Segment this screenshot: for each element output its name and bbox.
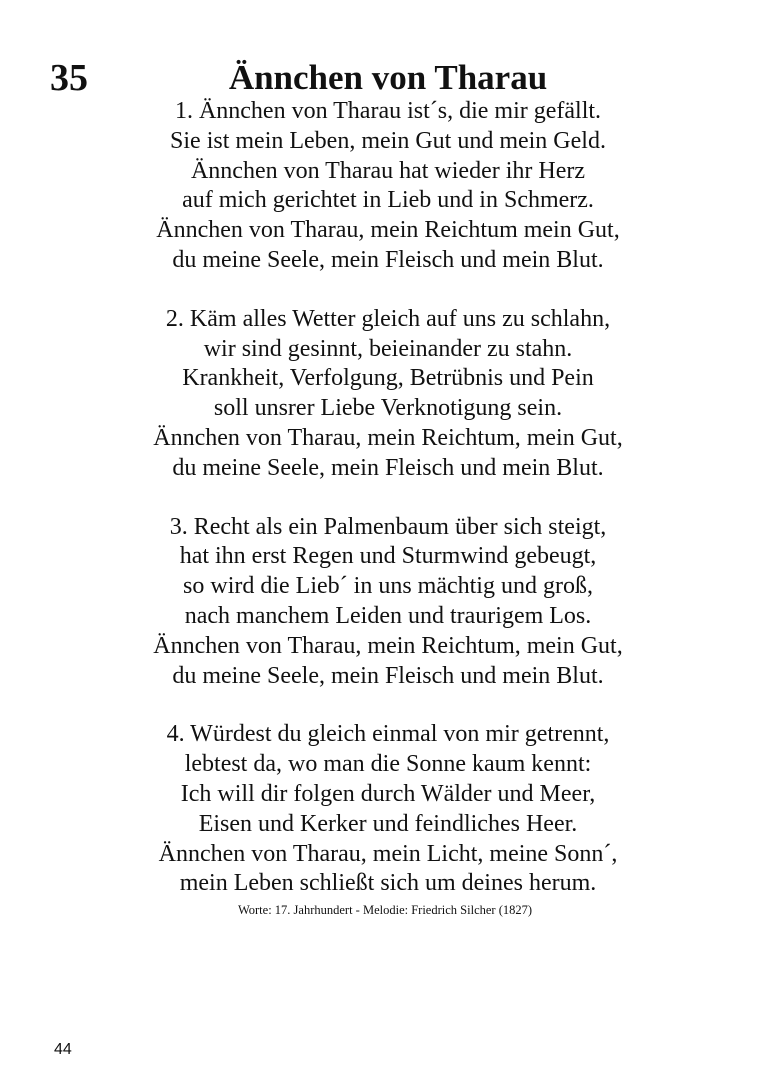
verse-line: 4. Würdest du gleich einmal von mir getrennt, (166, 721, 610, 748)
song-number: 35 (50, 57, 88, 99)
verse-line: 3. Recht als ein Palmenbaum über sich steigt, (169, 513, 607, 540)
verse-2 (10, 305, 766, 484)
verse-line: hat ihn erst Regen und Sturmwind gebeugt, (179, 543, 597, 570)
verse-line: Eisen und Kerker und feindliches Heer. (198, 810, 578, 837)
verse-line: du meine Seele, mein Fleisch und mein Blut. (172, 454, 604, 481)
verse-line: nach manchem Leiden und traurigem Los. (184, 602, 592, 629)
verse-line: Ännchen von Tharau, mein Reichtum mein Gut, (156, 217, 620, 244)
verse-line: so wird die Lieb´ in uns mächtig und groß, (183, 573, 593, 600)
verse-line: Ännchen von Tharau, mein Reichtum, mein Gut, (153, 632, 623, 659)
verse-line: du meine Seele, mein Fleisch und mein Blut. (172, 246, 604, 273)
verse-line: Ich will dir folgen durch Wälder und Meer, (180, 780, 596, 807)
verse-3 (10, 513, 766, 692)
verse-line: wir sind gesinnt, beieinander zu stahn. (203, 335, 573, 362)
verse-1 (10, 97, 766, 276)
verse-line: Krankheit, Verfolgung, Betrübnis und Pein (182, 365, 594, 392)
verse-line: Ännchen von Tharau, mein Reichtum, mein Gut, (153, 424, 623, 451)
verse-line: lebtest da, wo man die Sonne kaum kennt: (184, 751, 592, 778)
page-number: 44 (54, 1041, 72, 1058)
song-credits: Worte: 17. Jahrhundert - Melodie: Friedrich Silcher (1827) (237, 903, 533, 917)
verse-line: Ännchen von Tharau, mein Licht, meine Sonn´, (158, 840, 618, 867)
verse-line: soll unsrer Liebe Verknotigung sein. (213, 395, 563, 422)
verse-line: 2. Käm alles Wetter gleich auf uns zu schlahn, (165, 305, 611, 332)
lyrics (0, 97, 766, 899)
verse-line: mein Leben schließt sich um deines herum. (179, 870, 597, 897)
verse-line: du meine Seele, mein Fleisch und mein Blut. (172, 662, 604, 689)
song-title: Ännchen von Tharau (228, 58, 548, 97)
verse-4 (10, 720, 766, 899)
verse-line: 1. Ännchen von Tharau ist´s, die mir gefällt. (174, 98, 602, 124)
verse-line: Ännchen von Tharau hat wieder ihr Herz (190, 157, 586, 184)
verse-line: Sie ist mein Leben, mein Gut und mein Geld. (170, 127, 606, 154)
verse-line: auf mich gerichtet in Lieb und in Schmerz. (182, 187, 594, 214)
